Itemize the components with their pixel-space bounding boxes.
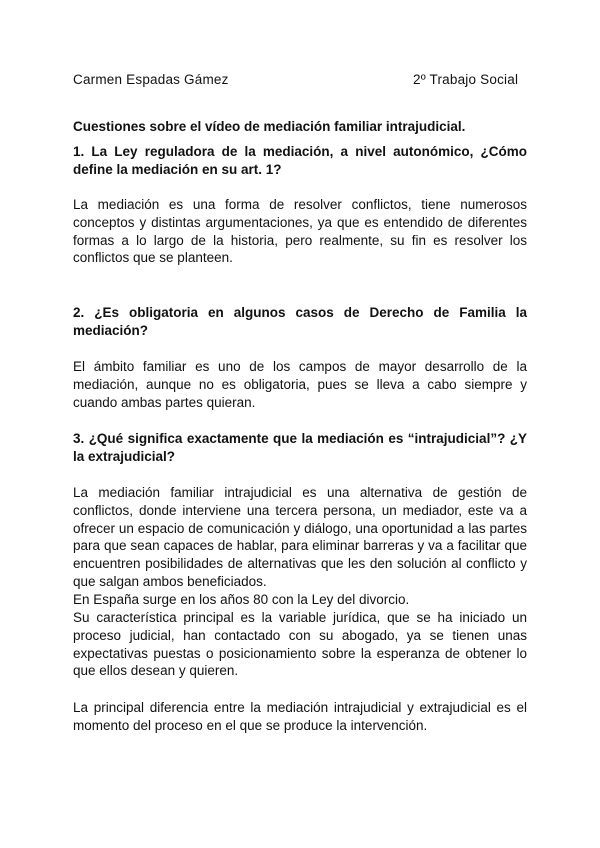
question-3: 3. ¿Qué significa exactamente que la mediación es “intrajudicial”? ¿Y la extrajudicial? (73, 431, 527, 464)
author-name: Carmen Espadas Gámez (73, 72, 229, 87)
question-1: 1. La Ley reguladora de la mediación, a nivel autonómico, ¿Cómo define la mediación en su art. 1? (73, 144, 527, 177)
question-2: 2. ¿Es obligatoria en algunos casos de Derecho de Familia la mediación? (73, 305, 527, 338)
answer-2: El ámbito familiar es uno de los campos de mayor desarrollo de la mediación, aunque no es obligatoria, pues se lleva a cabo siempre y cuando ambas partes quieran. (73, 359, 527, 410)
document-header (73, 72, 520, 90)
answer-3-paragraph-4: La principal diferencia entre la mediación intrajudicial y extrajudicial es el momento del proceso en el que se produce la intervención. (73, 700, 527, 733)
answer-3-paragraph-1: La mediación familiar intrajudicial es una alternativa de gestión de conflictos, donde interviene una tercera persona, un mediador, este va a ofrecer un espacio de comunicación y diálogo, una oportunidad a las partes para que sean capaces de hablar, para eliminar barreras y va a facilitar que encuentren posibilidades de alternativas que les den solución al conflicto y que salgan ambos beneficiados. (73, 485, 527, 589)
answer-3-paragraph-3: Su característica principal es la variable jurídica, que se ha iniciado un proceso judicial, han contactado con su abogado, ya se tienen unas expectativas puestas o posicionamiento sobre la esperanza de obtener lo que ellos desean y quieren. (73, 610, 527, 679)
document-title: Cuestiones sobre el vídeo de mediación familiar intrajudicial. (73, 119, 466, 134)
answer-1: La mediación es una forma de resolver conflictos, tiene numerosos conceptos y distintas argumentaciones, ya que es entendido de diferentes formas a lo largo de la historia, pero realmente, su fin es resolver los conflictos que se planteen. (73, 197, 527, 266)
answer-3-paragraph-2: En España surge en los años 80 con la Ley del divorcio. (73, 592, 410, 607)
course-name: 2º Trabajo Social (413, 72, 519, 87)
